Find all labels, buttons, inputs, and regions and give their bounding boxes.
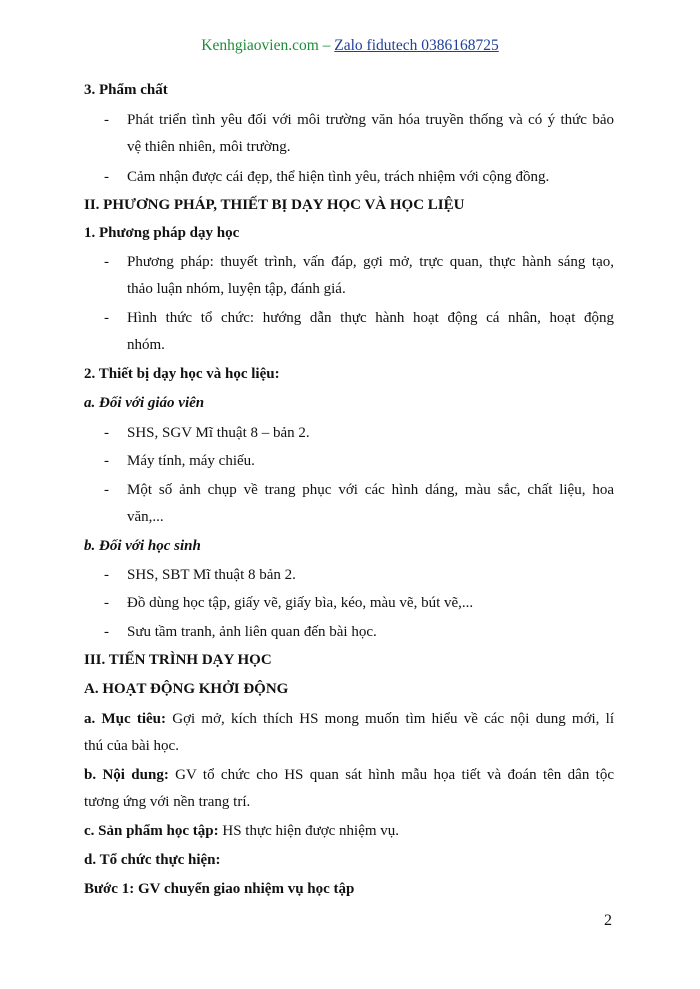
step-1-title: Bước 1: GV chuyển giao nhiệm vụ học tập — [84, 881, 355, 897]
objective-text: Gợi mở, kích thích HS mong muốn tìm hiểu về các nội dung mới, lí — [166, 711, 614, 727]
product-line — [84, 821, 399, 841]
sb-bullet-1: SHS, SBT Mĩ thuật 8 bản 2. — [127, 567, 296, 583]
sa-bullet-3-line-2: văn,... — [127, 509, 164, 525]
bullet-dash: - — [104, 482, 109, 498]
content-text: GV tổ chức cho HS quan sát hình mẫu họa tiết và đoán tên dân tộc — [168, 767, 614, 783]
section-1-title: 1. Phương pháp dạy học — [84, 225, 240, 241]
s1-bullet-2-line-1: Hình thức tổ chức: hướng dẫn thực hành hoạt động cá nhân, hoạt động — [127, 310, 614, 326]
product-text: HS thực hiện được nhiệm vụ. — [218, 823, 400, 839]
sb-bullet-3: Sưu tầm tranh, ảnh liên quan đến bài học. — [127, 624, 377, 640]
bullet-dash: - — [104, 310, 109, 326]
section-a-title: a. Đối với giáo viên — [84, 395, 205, 411]
section-2-title: 2. Thiết bị dạy học và học liệu: — [84, 366, 280, 382]
bullet-dash: - — [104, 112, 109, 128]
zalo-link[interactable]: Zalo fidutech 0386168725 — [334, 37, 499, 54]
bullet-dash: - — [104, 169, 109, 185]
s1-bullet-1-line-1: Phương pháp: thuyết trình, vấn đáp, gợi mở, trực quan, thực hành sáng tạo, — [127, 254, 614, 270]
objective-line-2: thú của bài học. — [84, 738, 179, 754]
sb-bullet-2: Đồ dùng học tập, giấy vẽ, giấy bìa, kéo, màu vẽ, bút vẽ,... — [127, 595, 474, 611]
bullet-dash: - — [104, 567, 109, 583]
s1-bullet-1-line-2: thảo luận nhóm, luyện tập, đánh giá. — [127, 281, 346, 297]
s1-bullet-2-line-2: nhóm. — [127, 337, 165, 353]
s3-bullet-2: Cảm nhận được cái đẹp, thể hiện tình yêu, trách nhiệm với cộng đồng. — [127, 169, 550, 185]
section-b-title: b. Đối với học sinh — [84, 538, 201, 554]
objective-label: a. Mục tiêu: — [84, 711, 167, 727]
s3-bullet-1-line-1: Phát triển tình yêu đối với môi trường văn hóa truyền thống và có ý thức bảo — [127, 112, 614, 128]
sa-bullet-2: Máy tính, máy chiếu. — [127, 453, 255, 469]
sa-bullet-1: SHS, SGV Mĩ thuật 8 – bản 2. — [127, 425, 310, 441]
bullet-dash: - — [104, 595, 109, 611]
product-label: c. Sản phẩm học tập: — [84, 823, 219, 839]
section-II-title: II. PHƯƠNG PHÁP, THIẾT BỊ DẠY HỌC VÀ HỌC LIỆU — [84, 197, 465, 213]
objective-line-1 — [84, 709, 614, 729]
section-A-title: A. HOẠT ĐỘNG KHỞI ĐỘNG — [84, 681, 289, 697]
content-label: b. Nội dung: — [84, 767, 169, 783]
section-3-title: 3. Phẩm chất — [84, 82, 168, 98]
header-separator: – — [318, 37, 335, 54]
content-line-2: tương ứng với nền trang trí. — [84, 794, 251, 810]
page-number: 2 — [604, 912, 612, 929]
organize-title: d. Tổ chức thực hiện: — [84, 852, 221, 868]
content-line-1 — [84, 765, 614, 785]
s3-bullet-1-line-2: vệ thiên nhiên, môi trường. — [127, 139, 291, 155]
page-header — [0, 37, 700, 55]
bullet-dash: - — [104, 453, 109, 469]
bullet-dash: - — [104, 624, 109, 640]
site-name: Kenhgiaovien.com — [201, 37, 319, 54]
bullet-dash: - — [104, 425, 109, 441]
sa-bullet-3-line-1: Một số ảnh chụp về trang phục với các hình dáng, màu sắc, chất liệu, hoa — [127, 482, 614, 498]
bullet-dash: - — [104, 254, 109, 270]
section-III-title: III. TIẾN TRÌNH DẠY HỌC — [84, 652, 272, 668]
